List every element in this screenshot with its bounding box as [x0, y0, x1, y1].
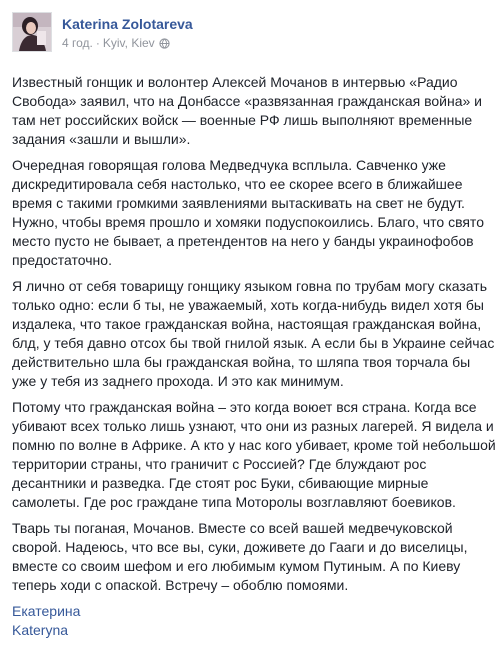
post-paragraph-2: Очередная говорящая голова Медведчука всплыла. Савченко уже дискредитировала себя настолько, что ее скорее всего в ближайшее время с такими громкими заявлениями вытаскивать на свет не будут. Нужно, чтобы время прошло и хомяки подуспокоились. Благо, что свято место пусто не бывает, а претендентов на него у банды украинофобов предостаточно. — [12, 157, 484, 268]
profile-photo-icon — [13, 13, 51, 51]
post-paragraph-1: Известный гонщик и волонтер Алексей Мочанов в интервью «Радио Свобода» заявил, что на Донбассе «развязанная гражданская война» и там нет российских войск — военные РФ лишь выполняют временные задания «зашли и вышли». — [12, 74, 482, 147]
signature-line-1: Екатерина — [12, 603, 81, 619]
post-location[interactable]: Kyiv, Kiev — [102, 36, 155, 50]
post-time[interactable]: 4 год. — [62, 36, 93, 50]
separator: · — [95, 36, 100, 50]
signature-line-2: Kateryna — [12, 622, 69, 638]
post-paragraph-4: Потому что гражданская война – это когда воюет вся страна. Когда все убивают всех только лишь узнают, что они из разных лагерей. Я видела и помню по волне в Африке. А кто у нас кого убивает, кроме той небольшой территории страны, что граничит с Россией? Где блуждают рос десантники и разведка. Где стоят рос Буки, сбивающие мирные самолеты. Где рос граждане типа Моторолы возглавляют боевиков. — [12, 399, 496, 510]
post-header — [12, 12, 193, 54]
post-subline — [62, 36, 193, 50]
post-meta — [62, 12, 193, 50]
globe-icon[interactable] — [159, 38, 170, 49]
post-paragraph-3: Я лично от себя товарищу гонщику языком говна по трубам могу сказать только одно: если б ты, не уважаемый, хоть когда-нибудь видел хотя бы издалека, что такое гражданская война, настоящая гражданская война, блд, у тебя давно отсох бы твой гнилой язык. А если бы в Украине сейчас действительно шла бы гражданская война, то шляпа твоя торчала бы уже у тебя из заднего прохода. И это как минимум. — [12, 278, 495, 389]
post-body — [12, 73, 496, 640]
post-paragraph-5: Тварь ты поганая, Мочанов. Вместе со всей вашей медвечуковской сворой. Надеюсь, что все вы, суки, доживете до Гааги и до виселицы, вместе со своим шефом и его любимым кумом Путиным. А по Киеву теперь ходи с опаской. Встречу – обоблю помоями. — [12, 520, 468, 593]
avatar[interactable] — [12, 12, 52, 52]
author-name[interactable]: Katerina Zolotareva — [62, 16, 193, 32]
